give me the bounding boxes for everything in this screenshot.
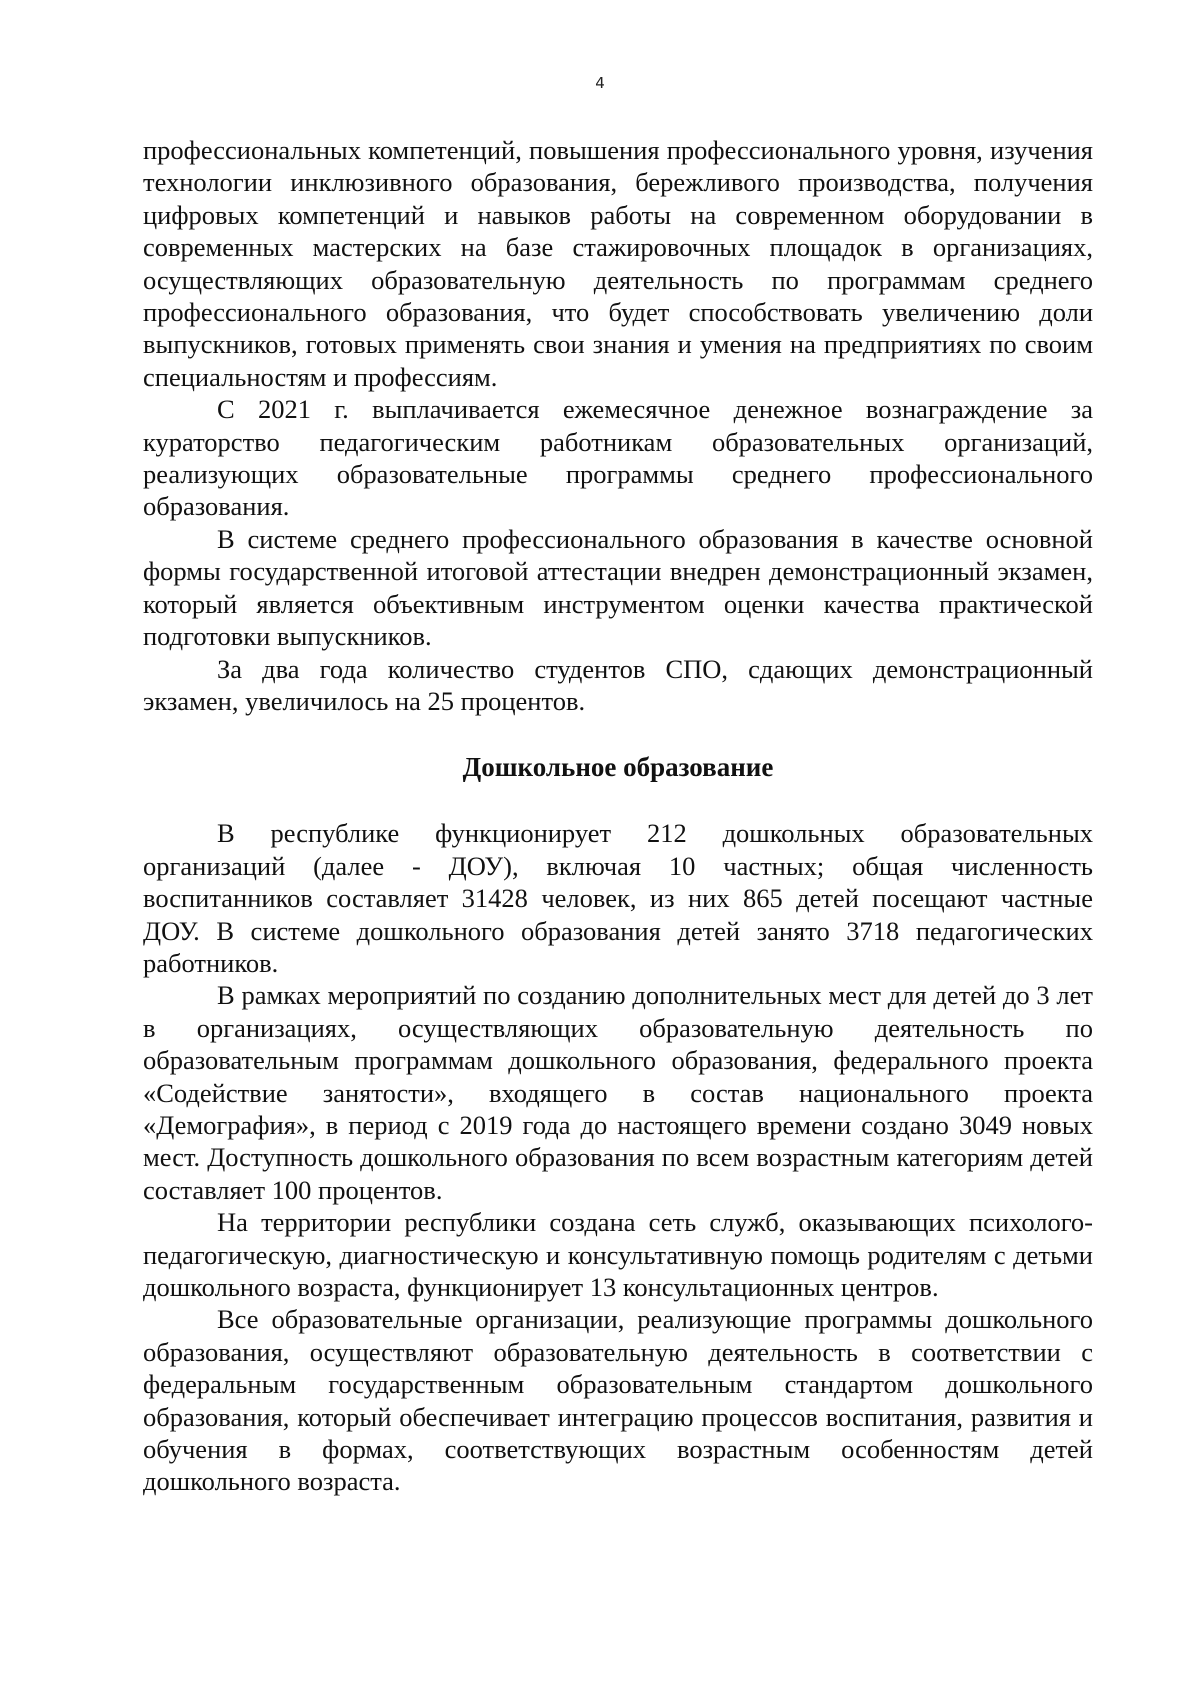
paragraph: В системе среднего профессионального образования в качестве основной формы государственной итоговой аттестации внедрен демонстрационный экзамен, который является объективным инструментом оценки качества практической подготовки выпускников. — [143, 523, 1093, 652]
paragraph: профессиональных компетенций, повышения профессионального уровня, изучения технологии инклюзивного образования, бережливого производства, получения цифровых компетенций и навыков работы на современном оборудовании в современных мастерских на базе стажировочных площадок в организациях, осуществляющих образовательную деятельность по программам среднего профессионального образования, что будет способствовать увеличению доли выпускников, готовых применять свои знания и умения на предприятиях по своим специальностям и профессиям. — [143, 135, 1093, 392]
section-heading: Дошкольное образование — [462, 752, 774, 783]
paragraph: В республике функционирует 212 дошкольных образовательных организаций (далее - ДОУ), включая 10 частных; общая численность воспитанников составляет 31428 человек, из них 865 детей посещают частные ДОУ. В системе дошкольного образования детей занято 3718 педагогических работников. — [143, 818, 1093, 978]
document-body — [143, 134, 1093, 1498]
paragraph: С 2021 г. выплачивается ежемесячное денежное вознаграждение за кураторство педагогическим работникам образовательных организаций, реализующих образовательные программы среднего профессионального образования. — [143, 394, 1093, 522]
page-number: 4 — [595, 74, 605, 92]
paragraph: Все образовательные организации, реализующие программы дошкольного образования, осуществляют образовательную деятельность в соответствии с федеральным государственным образовательным стандартом дошкольного образования, который обеспечивает интеграцию процессов воспитания, развития и обучения в формах, соответствующих возрастным особенностям детей дошкольного возраста. — [143, 1304, 1093, 1497]
paragraph: В рамках мероприятий по созданию дополнительных мест для детей до 3 лет в организациях, осуществляющих образовательную деятельность по образовательным программам дошкольного образования, федерального проекта «Содействие занятости», входящего в состав национального проекта «Демография», в период с 2019 года до настоящего времени создано 3049 новых мест. Доступность дошкольного образования по всем возрастным категориям детей составляет 100 процентов. — [143, 980, 1093, 1205]
paragraph: На территории республики создана сеть служб, оказывающих психолого-педагогическую, диагностическую и консультативную помощь родителям с детьми дошкольного возраста, функционирует 13 консультационных центров. — [143, 1207, 1093, 1302]
paragraph: За два года количество студентов СПО, сдающих демонстрационный экзамен, увеличилось на 25 процентов. — [143, 653, 1093, 716]
